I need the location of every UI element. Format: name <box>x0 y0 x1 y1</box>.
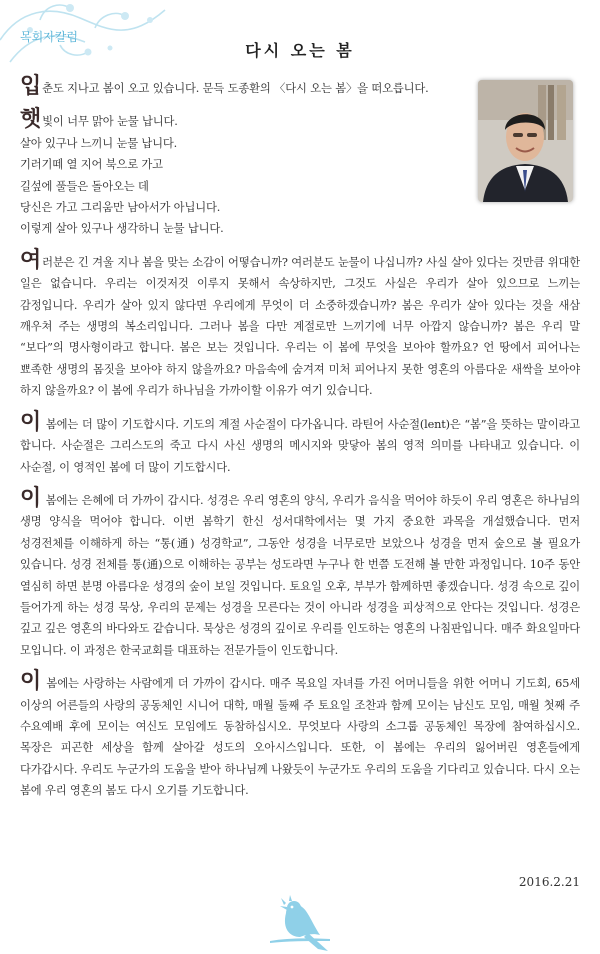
poem-line: 길섶에 풀들은 돌아오는 데 <box>20 179 149 193</box>
poem-line <box>20 107 460 133</box>
dropcap: 햇 <box>20 107 42 133</box>
paragraph-text: 봄에는 더 많이 기도합시다. 기도의 계절 사순절이 다가옵니다. 라틴어 사순절(lent)은 “봄”을 뜻하는 말이라고 합니다. 사순절은 그리스도의 죽고 다시 사신 생명의 메시지와 맞닿아 봄의 영적 의미를 나타내고 있습니다. 이 사순절, 이 영적인 봄에 더 많이 기도합시다. <box>20 417 580 474</box>
poem-line: 기러기떼 열 지어 북으로 가고 <box>20 158 163 172</box>
paragraph-text: 러분은 긴 겨울 지나 봄을 맞는 소감이 어떻습니까? 여러분도 눈물이 나십니까? 사실 살아 있다는 것만큼 위대한 일은 없습니다. 우리는 이것저것 이루지 못해서 속상하지만, 그것도 사실은 우리가 살아 있으므로 느끼는 감정입니다. 우리가 살아 있지 않다면 우리에게 무엇이 더 소중하겠습니까? 봄은 우리가 살아 있다는 것을 새삼 깨우쳐 주는 생명의 복소리입니다. 그러나 봄을 다만 계절로만 느끼기에 너무 아깝지 않습니까? 봄은 우리 말 “보다”의 명사형이라고 합니다. 봄은 보는 것입니다. 우리는 이 봄에 무엇을 보아야 할까요? 언 땅에서 피어나는 뾰족한 생명의 몸짓을 보아야 하지 않을까요? 마음속에 숨겨져 미처 피어나지 못한 영혼의 아름다운 새싹을 보아야 하지 않을까요? 이 봄에 우리가 하나님을 가까이할 이유가 여기 있습니다. <box>20 255 580 398</box>
paragraph-text: 춘도 지나고 봄이 오고 있습니다. 문득 도종환의 〈다시 오는 봄〉을 떠오릅니다. <box>42 82 429 95</box>
body-paragraph <box>20 409 580 478</box>
body-paragraph <box>20 485 580 661</box>
poem-line-text: 빛이 너무 맑아 눈물 납니다. <box>42 115 178 129</box>
article-body <box>20 74 580 814</box>
bird-icon <box>262 895 334 954</box>
poem-line: 살아 있구나 느끼니 눈물 납니다. <box>20 136 178 150</box>
dropcap: 이 <box>20 485 42 511</box>
dropcap: 입 <box>20 74 42 99</box>
poem-line: 이렇게 살아 있구나 생각하니 눈물 납니다. <box>20 222 224 236</box>
poem <box>20 107 460 239</box>
page-title: 다시 오는 봄 <box>245 41 355 60</box>
body-paragraph <box>20 247 580 402</box>
dropcap: 여 <box>20 247 42 273</box>
paragraph-text: 봄에는 은혜에 더 가까이 갑시다. 성경은 우리 영혼의 양식, 우리가 음식을 먹어야 하듯이 우리 영혼은 하나님의 생명 양식을 먹어야 합니다. 이번 봄학기 한신 성서대학에서는 몇 가지 중요한 과목을 개설했습니다. 먼저 성경전체를 이해하게 하는 “통(通) 성경학교”, 그동안 성경을 너무로만 보았으나 성경을 먼저 숲으로 볼 필요가 있습니다. 성경 전체를 통(通)으로 이해하는 공부는 성도라면 누구나 한 번쯤 도전해 볼 만한 과정입니다. 10주 동안 열심히 하면 분명 아름다운 성경의 숲이 보일 것입니다. 토요일 오후, 부부가 함께하면 좋겠습니다. 성경 속으로 깊이 들어가게 하는 성경 묵상, 우리의 문제는 성경을 모른다는 것이 아니라 성경을 피상적으로 안다는 것입니다. 성경은 깊고 깊은 영혼의 바다와도 같습니다. 묵상은 성경의 깊이로 우리를 인도하는 영혼의 나침판입니다. 매주 화요일마다 모입니다. 이 과정은 한국교회를 대표하는 전문가들이 인도합니다. <box>20 493 580 657</box>
paragraph-text: 봄에는 사랑하는 사람에게 더 가까이 갑시다. 매주 목요일 자녀를 가진 어머니들을 위한 어머니 기도회, 65세 이상의 어른들의 사랑의 공동체인 시니어 대학, 매월 둘째 주 토요일 조찬과 함께 모이는 남신도 모임, 매월 첫째 주 수요예배 후에 모이는 여신도 모임에도 동참하십시오. 무엇보다 사랑의 소그룹 공동체인 목장에 참여하십시오. 목장은 피곤한 세상을 함께 살아갈 성도의 오아시스입니다. 또한, 이 봄에는 우리의 잃어버린 영혼들에게 다가갑시다. 우리도 누군가의 도움을 받아 하나님께 나왔듯이 누군가도 우리의 도움을 기다리고 있습니다. 다시 오는 봄에 우리 영혼의 봄도 다시 오기를 기도합니다. <box>20 677 580 798</box>
poem-line: 당신은 가고 그리움만 남아서가 아닙니다. <box>20 201 221 215</box>
column-label: 목회자칼럼 <box>20 30 78 44</box>
date: 2016.2.21 <box>518 875 580 889</box>
intro-paragraph <box>20 74 465 99</box>
dropcap: 이 <box>20 409 42 435</box>
body-paragraph <box>20 669 580 801</box>
dropcap: 이 <box>20 669 42 695</box>
